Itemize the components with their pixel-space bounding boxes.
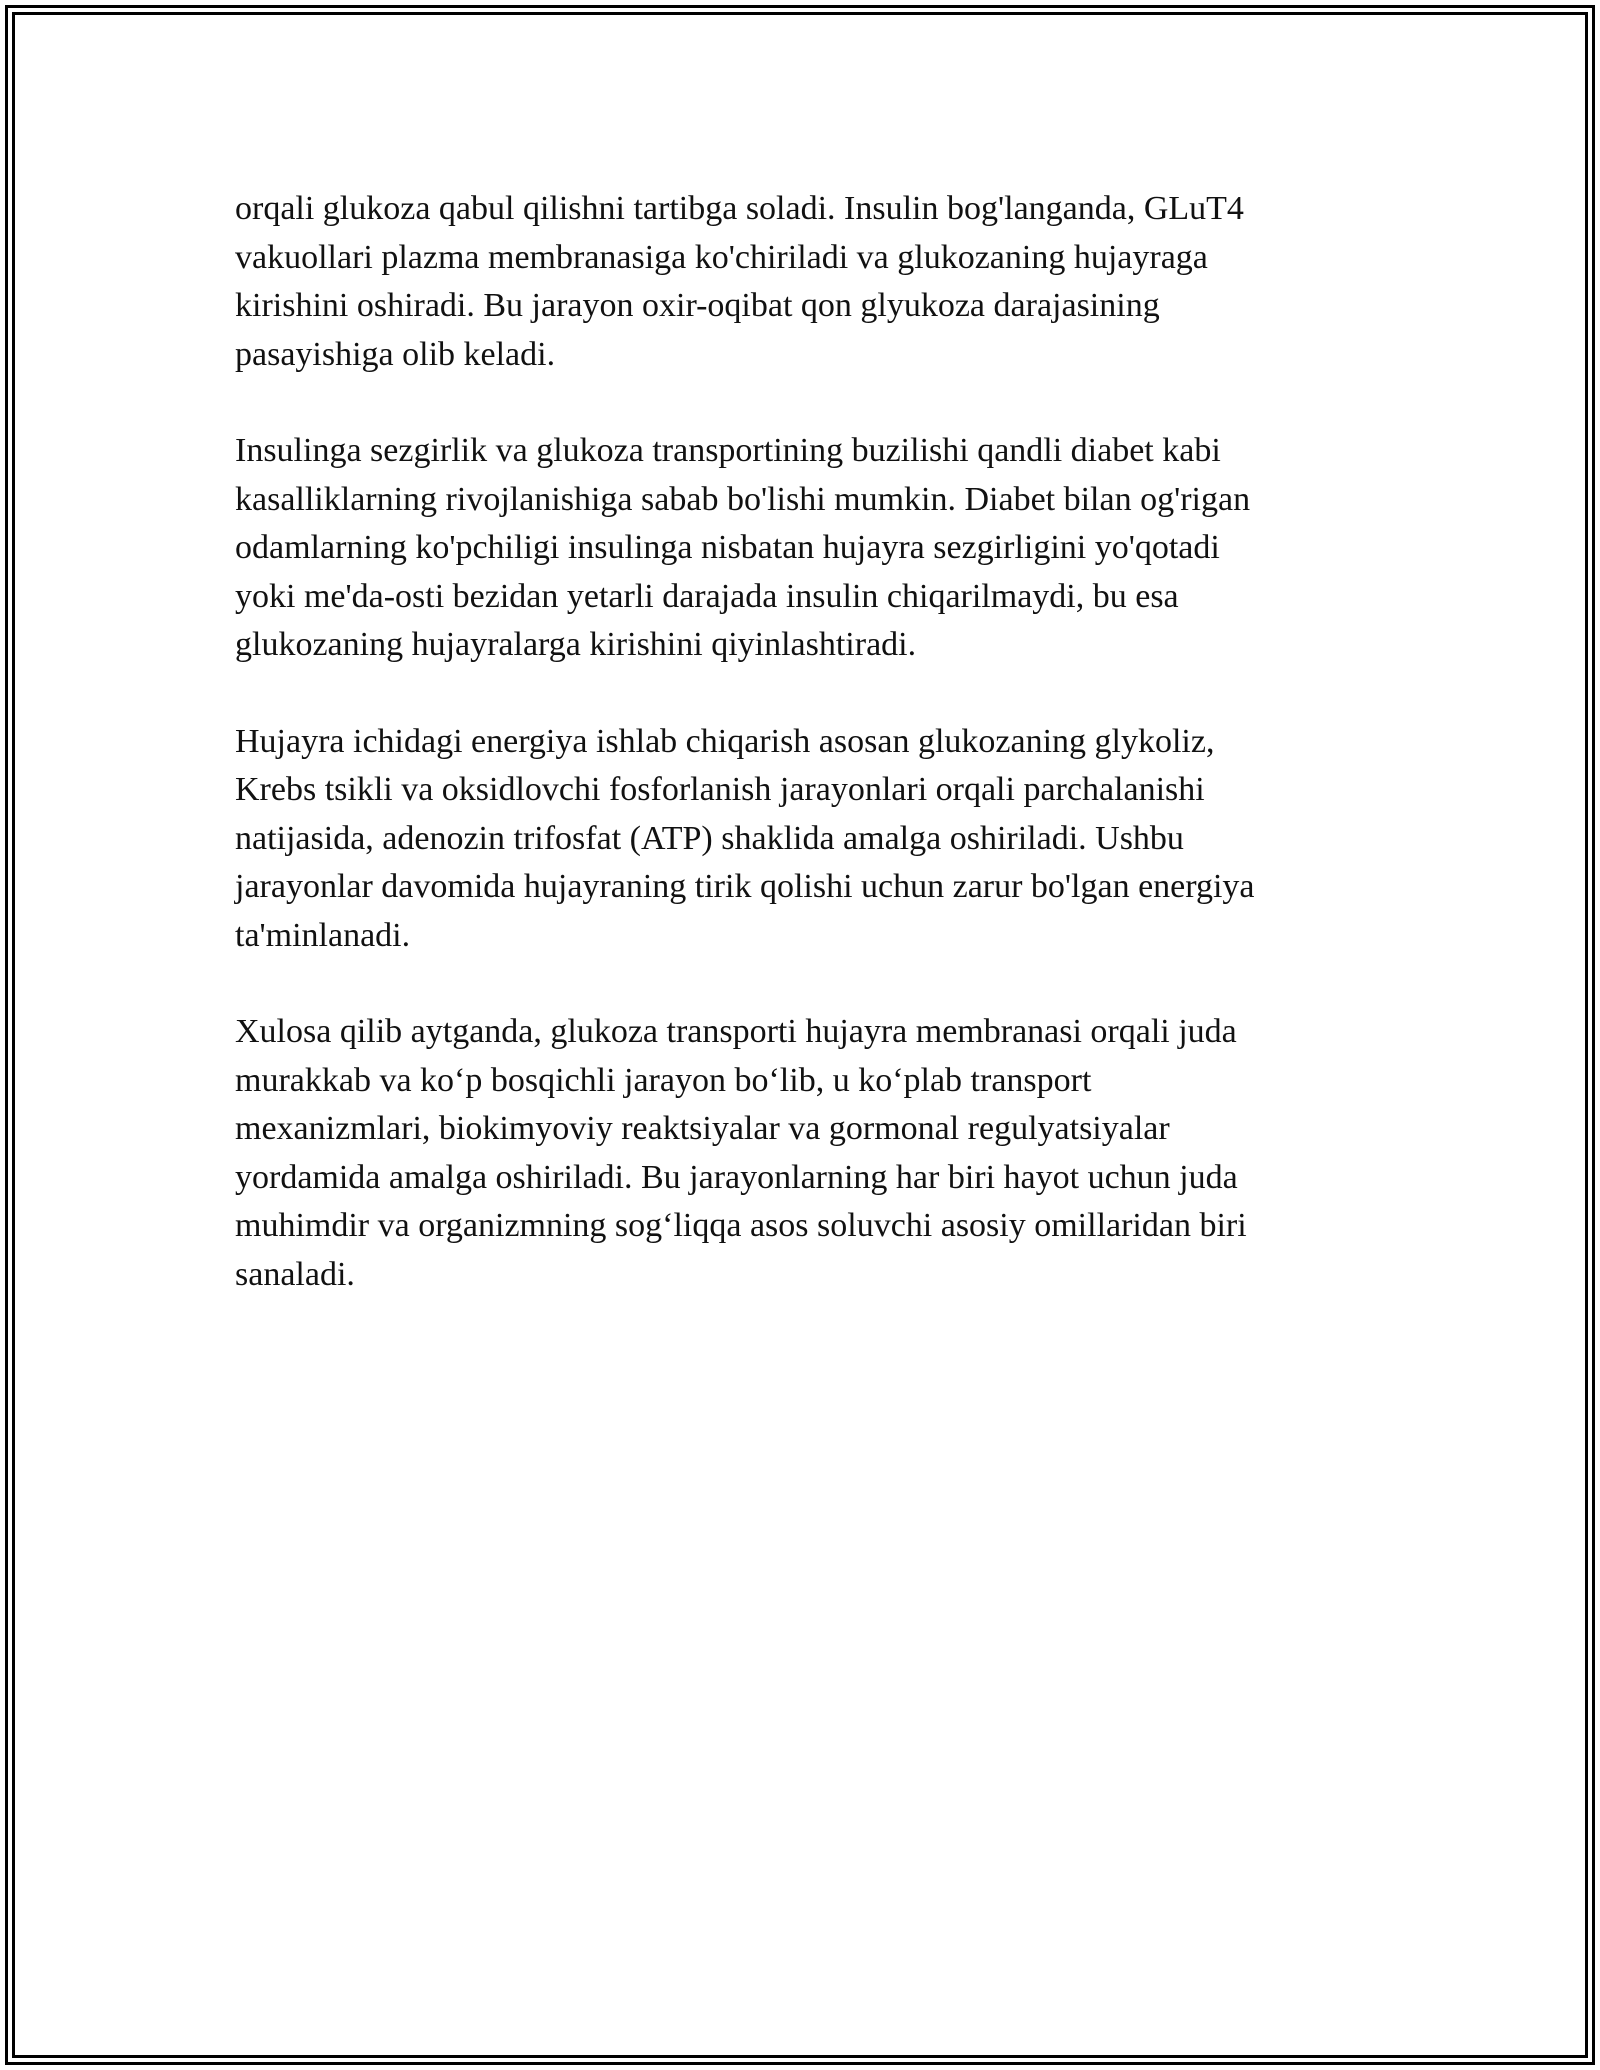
document-body: [235, 185, 1375, 1347]
paragraph-energy-production: Hujayra ichidagi energiya ishlab chiqarish asosan glukozaning glykoliz, Krebs tsikli va oksidlovchi fosforlanish jarayonlari orqali parchalanishi natijasida, adenozin trifosfat (ATP) shaklida amalga oshiriladi. Ushbu jarayonlar davomida hujayraning tirik qolishi uchun zarur bo'lgan energiya ta'minlanadi.: [235, 722, 1255, 954]
paragraph-insulin-glut4: orqali glukoza qabul qilishni tartibga soladi. Insulin bog'langanda, GLuT4 vakuollari plazma membranasiga ko'chiriladi va glukozaning hujayraga kirishini oshiradi. Bu jarayon oxir-oqibat qon glyukoza darajasining pasayishiga olib keladi.: [235, 190, 1244, 373]
paragraph-conclusion: Xulosa qilib aytganda, glukoza transporti hujayra membranasi orqali juda murakkab va ko‘p bosqichli jarayon bo‘lib, u ko‘plab transport mexanizmlari, biokimyoviy reaktsiyalar va gormonal regulyatsiyalar yordamida amalga oshiriladi. Bu jarayonlarning har biri hayot uchun juda muhimdir va organizmning sog‘liqqa asos soluvchi asosiy omillaridan biri sanaladi.: [235, 1013, 1247, 1293]
paragraph-diabetes: Insulinga sezgirlik va glukoza transportining buzilishi qandli diabet kabi kasalliklarning rivojlanishiga sabab bo'lishi mumkin. Diabet bilan og'rigan odamlarning ko'pchiligi insulinga nisbatan hujayra sezgirligini yo'qotadi yoki me'da-osti bezidan yetarli darajada insulin chiqarilmaydi, bu esa glukozaning hujayralarga kirishini qiyinlashtiradi.: [235, 432, 1251, 663]
